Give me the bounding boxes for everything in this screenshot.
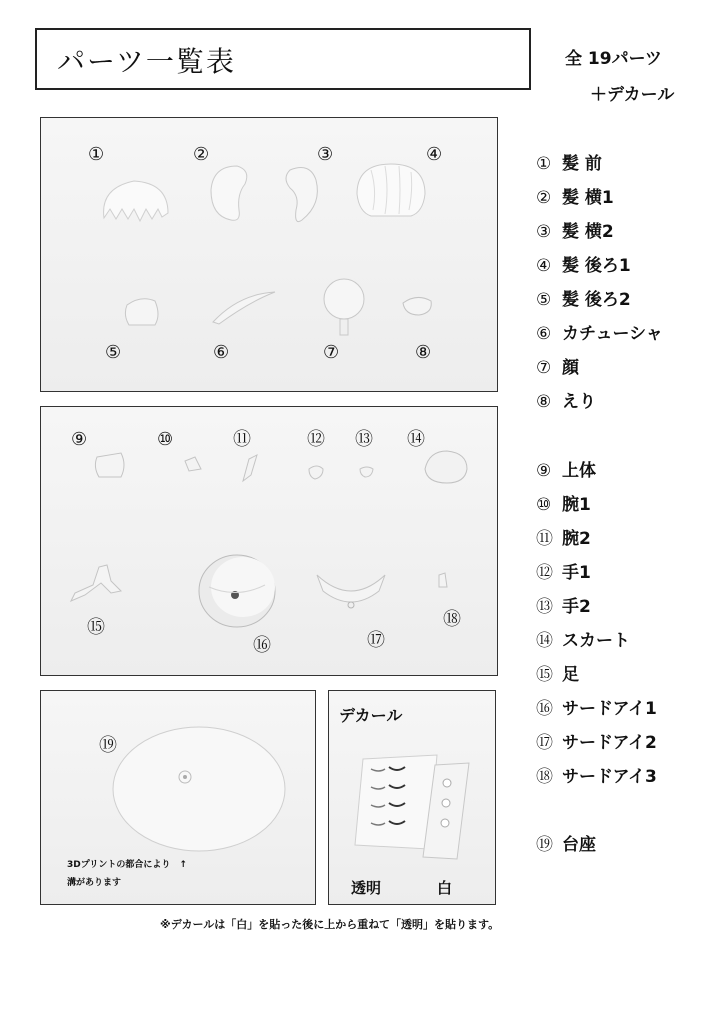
part-number: ⑪ bbox=[233, 429, 251, 450]
third-eye1-part bbox=[193, 547, 283, 631]
skirt-part bbox=[419, 445, 473, 489]
list-item: ⑥ カチューシャ bbox=[536, 324, 663, 344]
list-item: ① 髪 前 bbox=[536, 154, 602, 174]
list-item: ⑯ サードアイ1 bbox=[536, 699, 657, 719]
photo-head-parts bbox=[40, 117, 498, 392]
footer-note: ※デカールは「白」を貼った後に上から重ねて「透明」を貼ります。 bbox=[160, 918, 500, 931]
hand1-part bbox=[305, 461, 329, 483]
part-number: ⑥ bbox=[213, 342, 230, 363]
list-item: ⑲ 台座 bbox=[536, 835, 596, 855]
list-item: ⑭ スカート bbox=[536, 631, 630, 651]
arm1-part bbox=[181, 453, 205, 475]
part-number: ⑱ bbox=[443, 609, 461, 630]
third-eye2-part bbox=[311, 567, 391, 615]
part-number: ⑫ bbox=[307, 429, 325, 450]
page-title: パーツ一覧表 bbox=[57, 45, 236, 78]
list-item: ⑰ サードアイ2 bbox=[536, 733, 657, 753]
part-number: ⑭ bbox=[407, 429, 425, 450]
part-number: ⑬ bbox=[355, 429, 373, 450]
hair-front-part bbox=[96, 173, 176, 228]
decal-title: デカール bbox=[339, 706, 403, 725]
list-item: ② 髪 横1 bbox=[536, 188, 614, 208]
part-number: ② bbox=[193, 144, 210, 165]
list-item: ⑮ 足 bbox=[536, 665, 579, 685]
decal-white-sheet bbox=[417, 761, 473, 861]
photo-base bbox=[40, 690, 316, 905]
hair-side1-part bbox=[201, 160, 261, 230]
list-item: ⑦ 顔 bbox=[536, 358, 579, 378]
hair-side2-part bbox=[276, 160, 331, 228]
decal-clear-label: 透明 bbox=[351, 879, 382, 897]
part-number: ③ bbox=[317, 144, 334, 165]
headband-part bbox=[209, 288, 279, 328]
list-item: ④ 髪 後ろ1 bbox=[536, 256, 631, 276]
base-note-line2: 溝があります bbox=[67, 878, 122, 888]
list-item: ⑩ 腕1 bbox=[536, 495, 591, 515]
upper-body-part bbox=[91, 449, 131, 481]
hand2-part bbox=[357, 463, 377, 481]
face-part bbox=[319, 275, 369, 340]
part-number: ⑨ bbox=[71, 429, 88, 450]
list-item: ⑬ 手2 bbox=[536, 597, 591, 617]
photo-decal bbox=[328, 690, 496, 905]
list-item: ⑫ 手1 bbox=[536, 563, 591, 583]
part-number: ⑰ bbox=[367, 630, 385, 651]
hair-back2-part bbox=[121, 293, 166, 333]
photo-body-parts bbox=[40, 406, 498, 676]
part-number: ① bbox=[88, 144, 105, 165]
list-item: ⑨ 上体 bbox=[536, 461, 596, 481]
collar-part bbox=[399, 293, 437, 319]
leg-part bbox=[65, 557, 125, 607]
part-number: ⑦ bbox=[323, 342, 340, 363]
list-item: ⑱ サードアイ3 bbox=[536, 767, 657, 787]
plus-decal: ＋デカール bbox=[590, 85, 675, 105]
list-item: ⑧ えり bbox=[536, 392, 596, 412]
part-number: ⑤ bbox=[105, 342, 122, 363]
part-number: ⑧ bbox=[415, 342, 432, 363]
base-part bbox=[109, 721, 291, 856]
list-item: ⑤ 髪 後ろ2 bbox=[536, 290, 631, 310]
list-item: ③ 髪 横2 bbox=[536, 222, 614, 242]
title-box bbox=[35, 28, 531, 90]
part-number: ⑯ bbox=[253, 635, 271, 656]
hair-back1-part bbox=[351, 160, 431, 225]
arm2-part bbox=[237, 451, 263, 487]
part-number: ⑮ bbox=[87, 617, 105, 638]
decal-white-label: 白 bbox=[437, 879, 453, 897]
part-number: ⑩ bbox=[157, 429, 174, 450]
part-number: ④ bbox=[426, 144, 443, 165]
list-item: ⑪ 腕2 bbox=[536, 529, 591, 549]
base-note-line1: 3Dプリントの都合により ↑ bbox=[67, 860, 187, 870]
part-number: ⑲ bbox=[99, 735, 117, 756]
third-eye3-part bbox=[433, 569, 453, 593]
total-parts: 全 19パーツ bbox=[565, 49, 662, 69]
